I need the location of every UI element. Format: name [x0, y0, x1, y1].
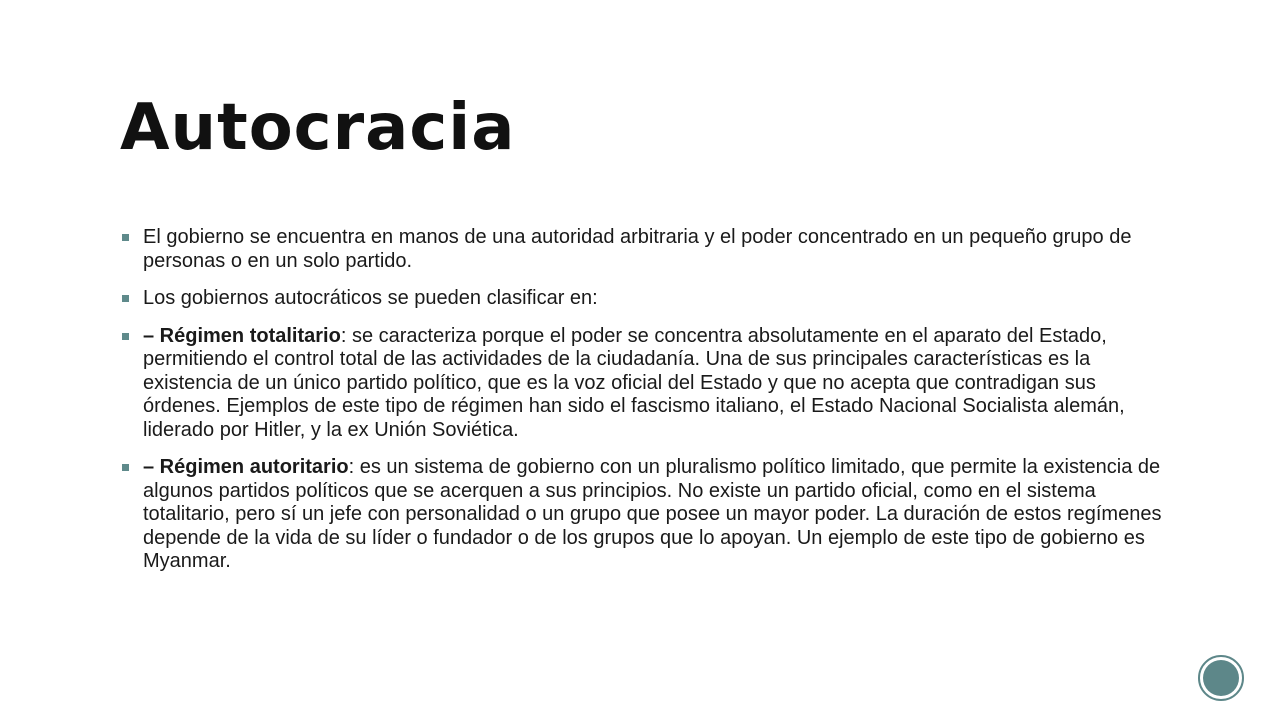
bullet-text: Los gobiernos autocráticos se pueden clasificar en:: [143, 287, 598, 309]
square-bullet-icon: [122, 464, 129, 471]
square-bullet-icon: [122, 333, 129, 340]
bullet-item: [120, 325, 1170, 443]
bullet-text: es un sistema de gobierno con un pluralismo político limitado, que permite la existencia de algunos partidos políticos que se acerquen a sus principios. No existe un partido oficial, como en el sistema totalitario, pero sí un jefe con personalidad o un grupo que posee un mayor poder. La duración de estos regímenes depende de la vida de su líder o fundador o de los grupos que lo apoyan. Un ejemplo de este tipo de gobierno es Myanmar.: [143, 456, 1162, 572]
bullet-text: El gobierno se encuentra en manos de una autoridad arbitraria y el poder concentrado en un pequeño grupo de personas o en un solo partido.: [143, 226, 1132, 272]
square-bullet-icon: [122, 295, 129, 302]
slide-title: Autocracia: [120, 91, 516, 165]
bullet-item: [120, 287, 1170, 311]
bullet-term: – Régimen autoritario: [143, 456, 349, 478]
bullet-term: – Régimen totalitario: [143, 324, 341, 347]
bullet-item: [120, 226, 1170, 273]
bullet-separator: :: [348, 456, 360, 478]
bullet-text: se caracteriza porque el poder se concentra absolutamente en el aparato del Estado, permitiendo el control total de las actividades de la ciudadanía. Una de sus principales características es la existencia de un único partido político, que es la voz oficial del Estado y que no acepta que contradigan sus órdenes. Ejemplos de este tipo de régimen han sido el fascismo italiano, el Estado Nacional Socialista alemán, liderado por Hitler, y la ex Unión Soviética.: [143, 324, 1125, 441]
slide-nav-circle-icon[interactable]: [1198, 655, 1244, 701]
bullet-list: [120, 226, 1170, 588]
slide-nav-circle-fill: [1203, 660, 1239, 696]
square-bullet-icon: [122, 234, 129, 241]
bullet-item: [120, 456, 1170, 574]
bullet-separator: :: [340, 324, 352, 347]
